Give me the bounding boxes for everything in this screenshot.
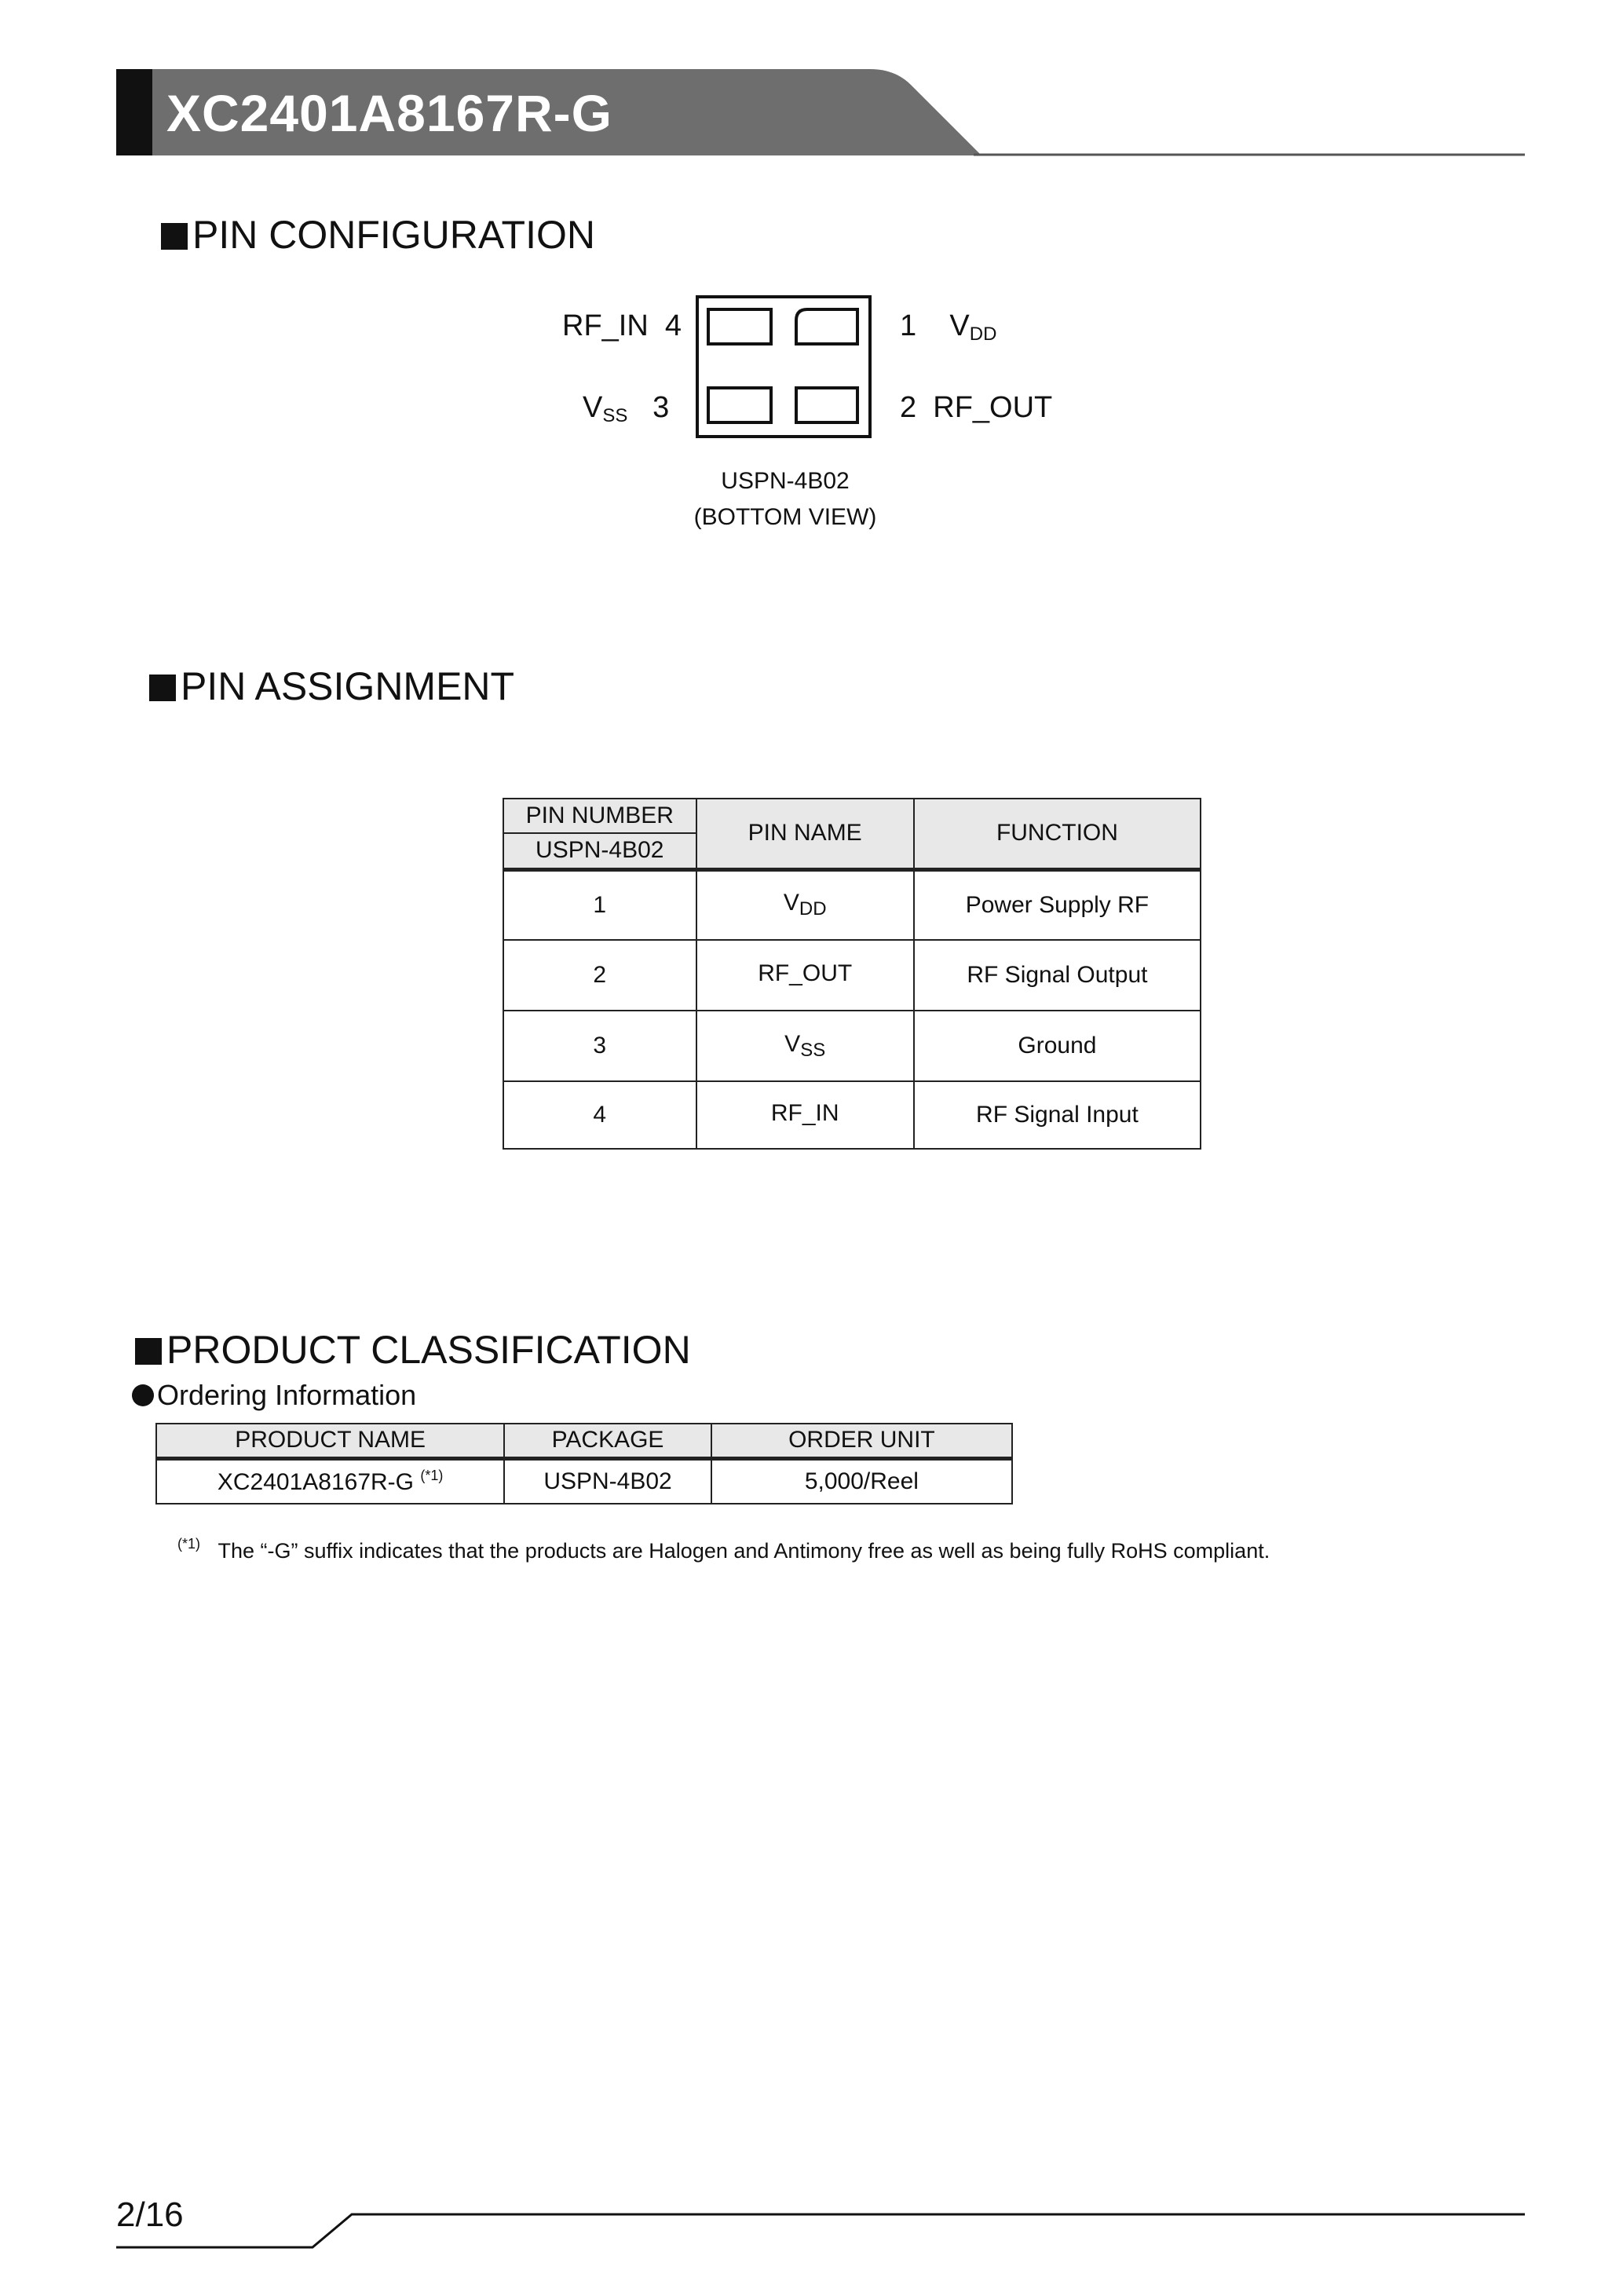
- pin-pad-4: [708, 309, 771, 344]
- order-unit-cell: 5,000/Reel: [711, 1458, 1012, 1504]
- pin-name-cell: $V_{DD}$: [696, 869, 914, 940]
- pin-1-label: 1 $V_{DD}$: [900, 309, 997, 345]
- square-bullet-icon: [135, 1338, 162, 1365]
- pin-pad-2: [796, 388, 857, 422]
- product-name-cell: XC2401A8167R-G $^{(*1)}$: [156, 1458, 504, 1504]
- ordering-information-subheading: [132, 1379, 416, 1412]
- function-cell: RF Signal Input: [914, 1081, 1201, 1149]
- pin-pad-3: [708, 388, 771, 422]
- function-cell: RF Signal Output: [914, 940, 1201, 1011]
- pin-name-cell: $V_{SS}$: [696, 1011, 914, 1081]
- header-order-unit: ORDER UNIT: [711, 1424, 1012, 1458]
- footnote: [177, 1536, 1270, 1563]
- heading-text: PIN CONFIGURATION: [192, 213, 595, 257]
- header-package: USPN-4B02: [503, 833, 696, 869]
- function-cell: Ground: [914, 1011, 1201, 1081]
- pin-4-label: RF_IN 4: [562, 309, 682, 342]
- package-bottom-view-diagram: [683, 291, 887, 448]
- circle-bullet-icon: [132, 1384, 154, 1406]
- pin-assignment-heading: [149, 664, 514, 709]
- pin-number-cell: 4: [503, 1081, 696, 1149]
- pin-number-cell: 2: [503, 940, 696, 1011]
- footnote-text: The “-G” suffix indicates that the products are Halogen and Antimony free as well as being fully RoHS compliant.: [217, 1539, 1270, 1563]
- square-bullet-icon: [149, 675, 176, 701]
- bottom-view-caption: (BOTTOM VIEW): [693, 504, 877, 530]
- document-title: XC2401A8167R-G: [166, 84, 612, 142]
- header-pin-name: PIN NAME: [696, 799, 914, 869]
- header-package: PACKAGE: [504, 1424, 711, 1458]
- header-function: FUNCTION: [914, 799, 1201, 869]
- package-cell: USPN-4B02: [504, 1458, 711, 1504]
- square-bullet-icon: [161, 223, 188, 250]
- package-name-caption: USPN-4B02: [721, 468, 850, 494]
- subheading-text: Ordering Information: [157, 1379, 417, 1411]
- pin-configuration-heading: [161, 212, 595, 258]
- pin-pad-1: [796, 309, 857, 344]
- header-pin-number: PIN NUMBER: [503, 799, 696, 833]
- pin-2-label: 2 RF_OUT: [900, 391, 1053, 424]
- pin-assignment-table: [503, 798, 1201, 1150]
- table-row: [503, 940, 1201, 1011]
- table-row: [503, 1011, 1201, 1081]
- pin-3-label: $V_{SS}$ 3: [583, 391, 670, 426]
- ordering-information-table: [155, 1423, 1013, 1504]
- pin-name-cell: RF_OUT: [696, 940, 914, 1011]
- footer-rule: [0, 2199, 1623, 2254]
- pin-name-cell: RF_IN: [696, 1081, 914, 1149]
- table-row: [156, 1458, 1012, 1504]
- table-row: [503, 869, 1201, 940]
- pin-number-cell: 1: [503, 869, 696, 940]
- table-row: [503, 1081, 1201, 1149]
- product-classification-heading: [135, 1327, 691, 1373]
- page-number: 2/16: [116, 2195, 184, 2234]
- function-cell: Power Supply RF: [914, 869, 1201, 940]
- heading-text: PIN ASSIGNMENT: [181, 664, 515, 708]
- footnote-mark: (*1): [177, 1536, 201, 1552]
- header-product-name: PRODUCT NAME: [156, 1424, 504, 1458]
- pin-number-cell: 3: [503, 1011, 696, 1081]
- heading-text: PRODUCT CLASSIFICATION: [166, 1328, 691, 1372]
